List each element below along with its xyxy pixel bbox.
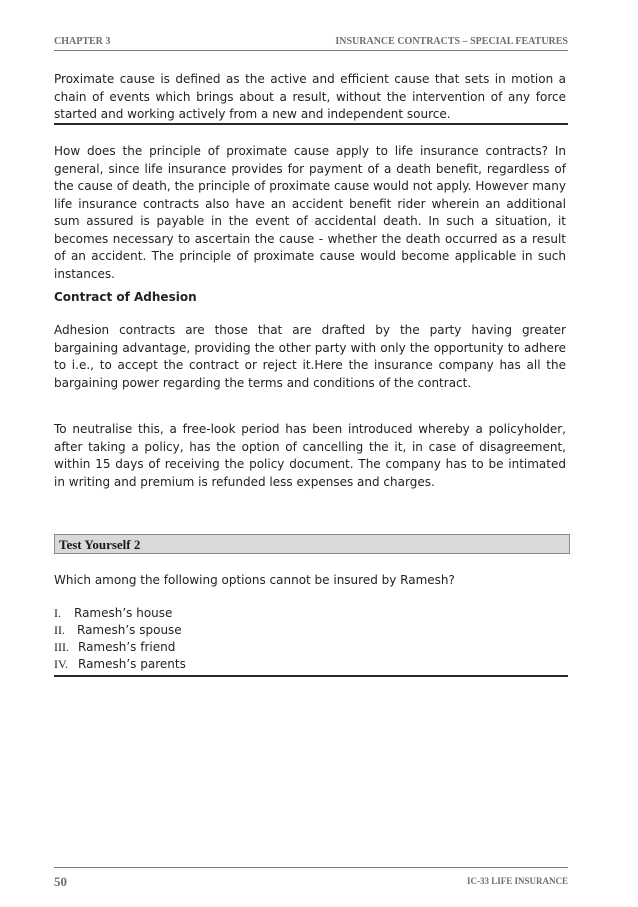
option-number: III. (54, 640, 69, 654)
option-item (54, 621, 566, 638)
proximate-cause-definition: Proximate cause is defined as the active and efficient cause that sets in motion a chain of events which brings about a result, without the intervention of any force started and working actively from a new and independent source. (54, 72, 566, 121)
definition-divider (54, 123, 568, 125)
option-item (54, 655, 566, 672)
test-box-divider (54, 675, 568, 677)
answer-options (54, 604, 566, 672)
option-text: Ramesh’s spouse (77, 623, 182, 637)
page-number: 50 (54, 874, 67, 889)
adhesion-heading: Contract of Adhesion (54, 290, 197, 304)
option-item (54, 604, 566, 621)
chapter-label: CHAPTER 3 (54, 36, 111, 47)
book-title: IC-33 LIFE INSURANCE (466, 876, 568, 886)
test-yourself-title: Test Yourself 2 (59, 537, 141, 552)
adhesion-paragraph: Adhesion contracts are those that are drafted by the party having greater bargaining advantage, providing the other party with only the opportunity to adhere to i.e., to accept the contract or reject it.Here the insurance company has all the bargaining power regarding the terms and conditions of the contract. (54, 323, 566, 390)
test-yourself-header (54, 534, 570, 554)
option-text: Ramesh’s friend (78, 640, 176, 654)
life-insurance-paragraph: How does the principle of proximate cause apply to life insurance contracts? In general, since life insurance provides for payment of a death benefit, regardless of the cause of death, the principle of proximate cause would not apply. However many life insurance contracts also have an accident benefit rider wherein an additional sum assured is payable in the event of accidental death. In such a situation, it becomes necessary to ascertain the cause - whether the death occurred as a result of an accident. The principle of proximate cause would become applicable in such instances. (54, 144, 566, 281)
option-text: Ramesh’s parents (78, 657, 186, 671)
page-footer (54, 867, 568, 892)
option-number: I. (54, 606, 61, 620)
section-title: INSURANCE CONTRACTS – SPECIAL FEATURES (335, 36, 568, 47)
option-number: II. (54, 623, 65, 637)
free-look-paragraph: To neutralise this, a free-look period has been introduced whereby a policyholder, after taking a policy, has the option of cancelling the it, in case of disagreement, within 15 days of receiving the policy document. The company has to be intimated in writing and premium is refunded less expenses and charges. (54, 422, 566, 489)
option-item (54, 638, 566, 655)
page-header (54, 30, 568, 51)
test-question: Which among the following options cannot be insured by Ramesh? (54, 573, 455, 587)
option-number: IV. (54, 657, 69, 671)
option-text: Ramesh’s house (74, 606, 173, 620)
